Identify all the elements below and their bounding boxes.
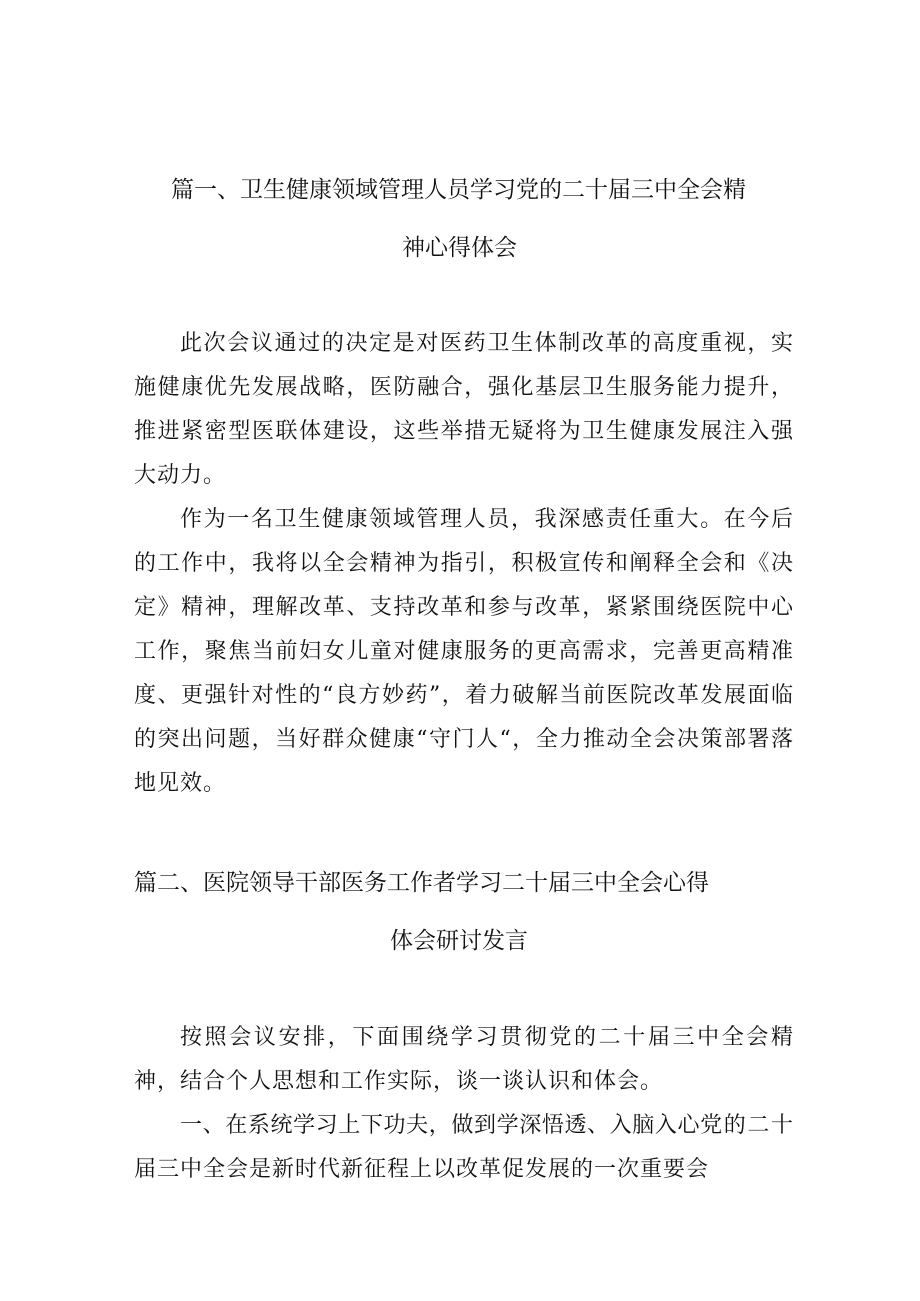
section-text: 党的二十届三中全会是新时代新征程上以改革促发展的一次重要会	[134, 1113, 794, 1182]
article2-paragraph-1: 按照会议安排，下面围绕学习贯彻党的二十届三中全会精神，结合个人思想和工作实际，谈一谈认识和体会。	[134, 1025, 794, 1094]
article1-title-line2: 神心得体会	[402, 235, 517, 261]
article1-paragraph-2: 作为一名卫生健康领域管理人员，我深感责任重大。在今后的工作中，我将以全会精神为指引，积极宣传和阐释全会和《决定》精神，理解改革、支持改革和参与改革，紧紧围绕医院中心工作，聚焦当前妇女儿童对健康服务的更高需求，完善更高精准度、更强针对性的“良方妙药”，着力破解当前医院改革发展面临的突出问题，当好群众健康“守门人“，全力推动全会决策部署落地见效。	[134, 507, 794, 796]
article1-paragraph-1: 此次会议通过的决定是对医药卫生体制改革的高度重视，实施健康优先发展战略，医防融合，强化基层卫生服务能力提升，推进紧密型医联体建设，这些举措无疑将为卫生健康发展注入强大动力。	[134, 331, 794, 488]
article2-section-1	[134, 1104, 794, 1192]
article2-title-line2: 体会研讨发言	[390, 928, 528, 954]
article2-title-line1: 篇二、医院领导干部医务工作者学习二十届三中全会心得	[134, 870, 709, 896]
article1-title-line1: 篇一、卫生健康领域管理人员学习党的二十届三中全会精	[171, 177, 746, 203]
section-heading: 一、在系统学习上下功夫，做到学深悟透、入脑入心	[180, 1113, 701, 1138]
